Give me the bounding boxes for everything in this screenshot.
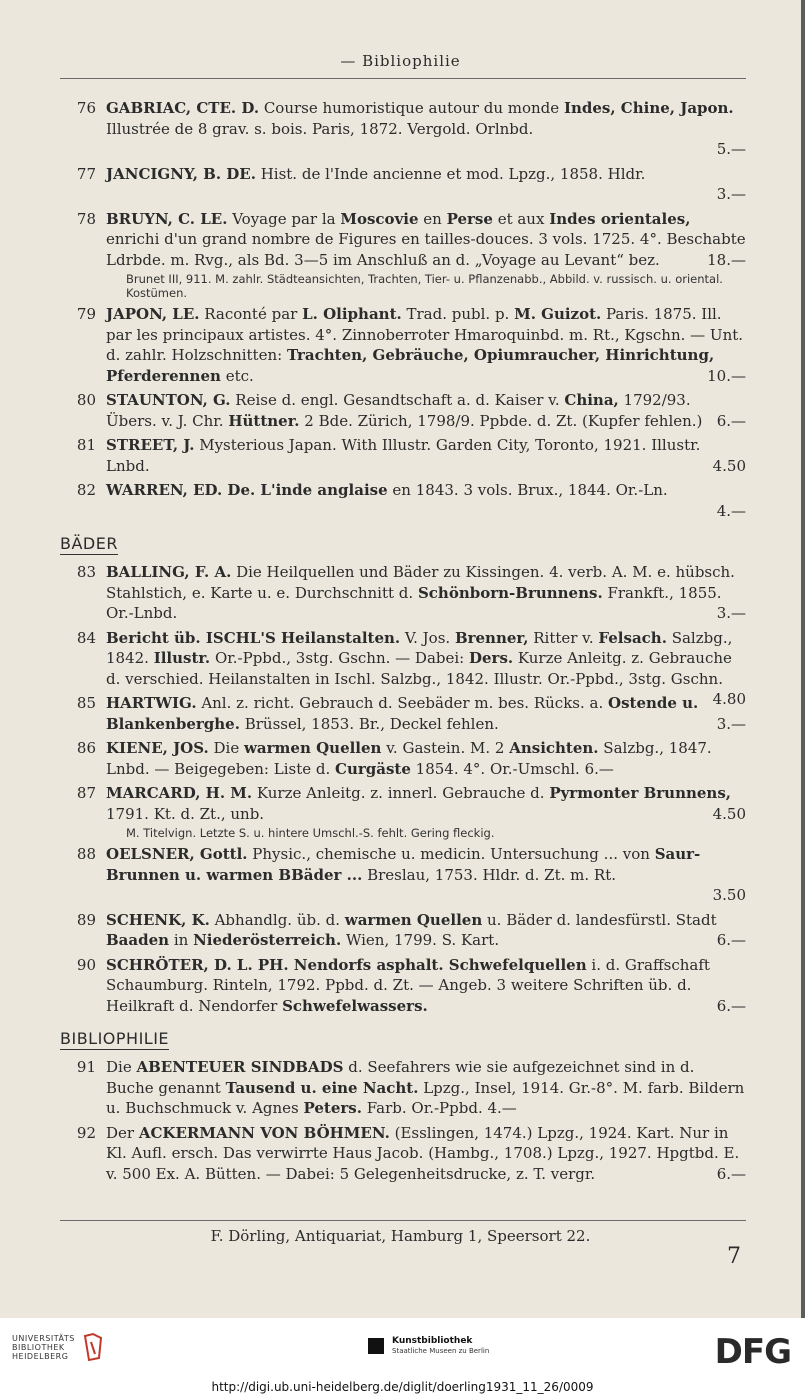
entry-text: BRUYN, C. LE. Voyage par la Moscovie en Perse et aux Indes orientales, enrichi d'un grand nombre de Figures en tailles-douces. 3 vols. 1725. 4°. Beschabte Ldrbde. m. Rvg., als Bd. 3—5 im Anschluß an d. „Voyage au Levant“ bez. 18.— [106,209,746,269]
entry-emphasis: ACKERMANN VON BÖHMEN. [138,1123,390,1142]
entry-emphasis: Illustr. [153,649,211,667]
entry-number: 91 [76,1058,96,1076]
entry-text: KIENE, JOS. Die warmen Quellen v. Gastein. M. 2 Ansichten. Salzbg., 1847. Lnbd. — Beigegeben: Liste d. Curgäste 1854. 4°. Or.-Umschl. 6.— [106,739,712,778]
catalog-entry [60,304,746,386]
catalog-entry [60,98,746,160]
catalog-entry [60,164,746,205]
entry-text: JANCIGNY, B. DE. Hist. de l'Inde ancienne et mod. Lpzg., 1858. Hldr. [106,164,646,183]
entry-emphasis: Indes orientales, [549,209,691,228]
header-rule [60,78,746,79]
entry-text: STAUNTON, G. Reise d. engl. Gesandtschaft a. d. Kaiser v. China, 1792/93. Übers. v. J. Chr. Hüttner. 2 Bde. Zürich, 1798/9. Ppbde. d. Zt. (Kupfer fehlen.) 6.— [106,391,746,430]
entry-emphasis: M. Guizot. [514,305,602,323]
entry-price: 6.— [716,996,746,1015]
entry-number: 84 [76,628,96,647]
entry-emphasis: Schwefelwassers. [282,996,428,1015]
entry-emphasis: Pyrmonter Brunnens, [549,784,732,802]
digitization-footer [0,1318,805,1397]
entry-text: SCHRÖTER, D. L. PH. Nendorfs asphalt. Schwefelquellen i. d. Graffschaft Schaumburg. Rinteln, 1792. Ppbd. d. Zt. — Angeb. 3 weitere Schriften üb. d. Heilkraft d. Nendorfer Schwefelwassers. 6.— [106,955,746,1015]
entry-number: 82 [76,481,96,499]
entry-text: STREET, J. Mysterious Japan. With Illustr. Garden City, Toronto, 1921. Illustr. Lnbd. 4.50 [106,436,746,475]
catalog-entry [60,480,746,521]
entry-emphasis: Brenner, [454,628,529,647]
catalog-entry [60,955,746,1017]
entry-emphasis: SCHENK, K. [106,910,210,929]
catalog-entry [60,738,746,779]
entry-price: 4.— [716,501,746,520]
entry-number: 76 [76,99,96,117]
entry-number: 92 [76,1123,96,1142]
page-number: 7 [727,1244,741,1269]
entry-emphasis: Ders. [468,649,514,667]
entry-number: 89 [76,910,96,929]
entry-number: 79 [76,305,96,323]
entry-emphasis: JANCIGNY, B. DE. [106,164,256,183]
kunstbibliothek-subtitle: Staatliche Museen zu Berlin [392,1347,490,1355]
footer-rule [60,1220,746,1221]
entry-emphasis: KIENE, JOS. [106,739,209,757]
entry-emphasis: Ostende u. Blankenberghe. [106,694,699,733]
kunstbibliothek-mark-icon [368,1338,384,1354]
entry-price: 18.— [707,250,746,269]
entry-number: 88 [76,845,96,863]
ub-logo-line2: BIBLIOTHEK [12,1342,65,1352]
entry-emphasis: BRUYN, C. LE. [106,209,228,228]
entry-note: M. Titelvign. Letzte S. u. hintere Umschl.-S. fehlt. Gering fleckig. [126,826,495,840]
entry-number: 78 [76,209,96,228]
entry-emphasis: Felsach. [598,628,667,647]
entry-emphasis: STAUNTON, G. [106,391,231,409]
entry-emphasis: Moscovie [340,209,419,228]
entry-emphasis: China, [564,391,619,409]
entry-text: Die ABENTEUER SINDBADS d. Seefahrers wie sie aufgezeichnet sind in d. Buche genannt Tausend u. eine Nacht. Lpzg., Insel, 1914. Gr.-8°. M. farb. Bildern u. Buchschmuck v. Agnes Peters. Farb. Or.-Ppbd. 4.— [106,1058,745,1117]
entry-price: 4.50 [712,804,746,823]
catalog-entry [60,1123,746,1185]
dfg-logo[interactable]: DFG [714,1332,791,1372]
entry-emphasis: ABENTEUER SINDBADS [136,1058,344,1076]
ub-logo-line3: HEIDELBERG [12,1351,69,1361]
catalog-entry [60,209,746,271]
entry-text: WARREN, ED. De. L'inde anglaise en 1843. 3 vols. Brux., 1844. Or.-Ln. [106,481,668,499]
ub-heidelberg-logo[interactable] [12,1332,105,1362]
entry-emphasis: GABRIAC, CTE. D. [106,99,260,117]
catalog-entry [60,1057,746,1119]
entry-emphasis: Niederösterreich. [193,931,342,949]
entry-emphasis: HARTWIG. [106,694,197,712]
entry-emphasis: Indes, Chine, Japon. [563,99,734,117]
entry-text: OELSNER, Gottl. Physic., chemische u. medicin. Untersuchung ... von Saur-Brunnen u. warmen BBäder ... Breslau, 1753. Hldr. d. Zt. m. Rt. [106,845,701,884]
entry-emphasis: STREET, J. [106,436,195,454]
catalog-entry [60,390,746,431]
catalog-entry [60,844,746,906]
entry-price: 3.— [716,604,746,622]
ub-seal-icon [81,1332,105,1362]
entry-text: HARTWIG. Anl. z. richt. Gebrauch d. Seebäder m. bes. Rücks. a. Ostende u. Blankenberghe. Brüssel, 1853. Br., Deckel fehlen. 3.— [106,694,746,733]
entry-number: 81 [76,436,96,454]
entry-emphasis: MARCARD, H. M. [106,784,253,802]
entry-text: SCHENK, K. Abhandlg. üb. d. warmen Quellen u. Bäder d. landesfürstl. Stadt Baaden in Niederösterreich. Wien, 1799. S. Kart. 6.— [106,910,746,949]
catalog-entry [60,693,746,734]
entry-number: 85 [76,694,96,712]
catalog-entry [60,910,746,951]
entry-text: JAPON, LE. Raconté par L. Oliphant. Trad. publ. p. M. Guizot. Paris. 1875. Ill. par les principaux artistes. 4°. Zinnoberroter Hmaroquinbd. m. Rt., Kgschn. — Unt. d. zahlr. Holzschnitten: Trachten, Gebräuche, Opiumraucher, Hinrichtung, Pferderennen etc. 10.— [106,305,746,385]
catalog-entry [60,435,746,476]
entry-price: 4.80 [712,690,746,708]
entry-price: 3.— [716,185,746,203]
entry-emphasis: JAPON, LE. [106,305,200,323]
entry-text: BALLING, F. A. Die Heilquellen und Bäder zu Kissingen. 4. verb. A. M. e. hübsch. Stahlstich, e. Karte u. e. Durchschnitt d. Schönborn-Brunnens. Frankft., 1855. Or.-Lnbd. 3.— [106,563,746,622]
entry-emphasis: Ansichten. [509,739,599,757]
section-heading: BIBLIOPHILIE [60,1029,170,1048]
catalog-entry [60,783,746,824]
entry-price: 6.— [716,411,746,430]
entry-number: 90 [76,955,96,974]
entry-emphasis: L. Oliphant. [302,305,402,323]
entry-emphasis: Bericht üb. ISCHL'S Heilanstalten. [106,628,401,647]
entry-emphasis: Perse [446,209,493,228]
source-url[interactable]: http://digi.ub.uni-heidelberg.de/diglit/doerling1931_11_26/0009 [211,1380,594,1394]
entry-text: Der ACKERMANN VON BÖHMEN. (Esslingen, 1474.) Lpzg., 1924. Kart. Nur in Kl. Aufl. ersch. Das verwirrte Haus Jacob. (Hambg., 1708.) Lpzg., 1927. Hpgtbd. E. v. 500 Ex. A. Bütten. — Dabei: 5 Gelegenheitsdrucke, z. T. vergr. 6.— [106,1123,746,1183]
catalog-entry [60,562,746,624]
entry-text: MARCARD, H. M. Kurze Anleitg. z. innerl. Gebrauche d. Pyrmonter Brunnens, 1791. Kt. d. Zt., unb. 4.50 [106,784,746,823]
entry-emphasis: OELSNER, Gottl. [106,845,248,863]
entry-price: 6.— [716,1164,746,1183]
entry-emphasis: Peters. [303,1099,362,1117]
publisher-imprint: F. Dörling, Antiquariat, Hamburg 1, Speersort 22. [210,1227,591,1245]
entry-number: 86 [76,739,96,757]
entry-emphasis: BALLING, F. A. [106,563,232,581]
catalog-content [60,98,746,1188]
entry-emphasis: Hüttner. [228,411,300,430]
entry-emphasis: WARREN, ED. De. L'inde anglaise [106,481,388,499]
entry-emphasis: Saur-Brunnen u. warmen BBäder ... [106,845,701,884]
entry-number: 87 [76,784,96,802]
entry-price: 3.— [716,714,746,733]
entry-emphasis: SCHRÖTER, D. L. PH. Nendorfs asphalt. Schwefelquellen [106,955,587,974]
entry-price: 3.50 [712,886,746,904]
entry-price: 5.— [716,140,746,158]
entry-text: Bericht üb. ISCHL'S Heilanstalten. V. Jos. Brenner, Ritter v. Felsach. Salzbg., 1842. Illustr. Or.-Ppbd., 3stg. Gschn. — Dabei: Ders. Kurze Anleitg. z. Gebrauche d. verschied. Heilanstalten in Ischl. Salzbg., 1842. Illustr. Or.-Ppbd., 3stg. Gschn. 4.80 [106,628,746,708]
running-head: — Bibliophilie [340,52,461,70]
entry-emphasis: Curgäste [335,759,411,778]
ub-logo-line1: UNIVERSITÄTS [12,1333,75,1343]
entry-emphasis: Tausend u. eine Nacht. [225,1078,419,1097]
entry-price: 6.— [716,931,746,949]
kunstbibliothek-logo[interactable] [368,1336,489,1356]
entry-note: Brunet III, 911. M. zahlr. Städteansichten, Trachten, Tier- u. Pflanzenabb., Abbild. v. russisch. u. oriental. Kostümen. [126,272,723,300]
entry-price: 10.— [707,366,746,385]
entry-emphasis: Schönborn-Brunnens. [417,583,603,602]
entry-number: 80 [76,391,96,409]
entry-emphasis: warmen Quellen [344,910,483,929]
entry-price: 4.50 [712,456,746,475]
entry-emphasis: warmen Quellen [244,739,382,757]
entry-number: 83 [76,563,96,581]
entry-emphasis: Trachten, Gebräuche, Opiumraucher, Hinrichtung, Pferderennen [106,346,715,385]
entry-text: GABRIAC, CTE. D. Course humoristique autour du monde Indes, Chine, Japon. Illustrée de 8 grav. s. bois. Paris, 1872. Vergold. Orlnbd. [106,99,734,138]
section-heading: BÄDER [60,534,118,553]
entry-number: 77 [76,164,96,183]
kunstbibliothek-title: Kunstbibliothek [392,1336,473,1346]
entry-emphasis: Baaden [106,931,170,949]
